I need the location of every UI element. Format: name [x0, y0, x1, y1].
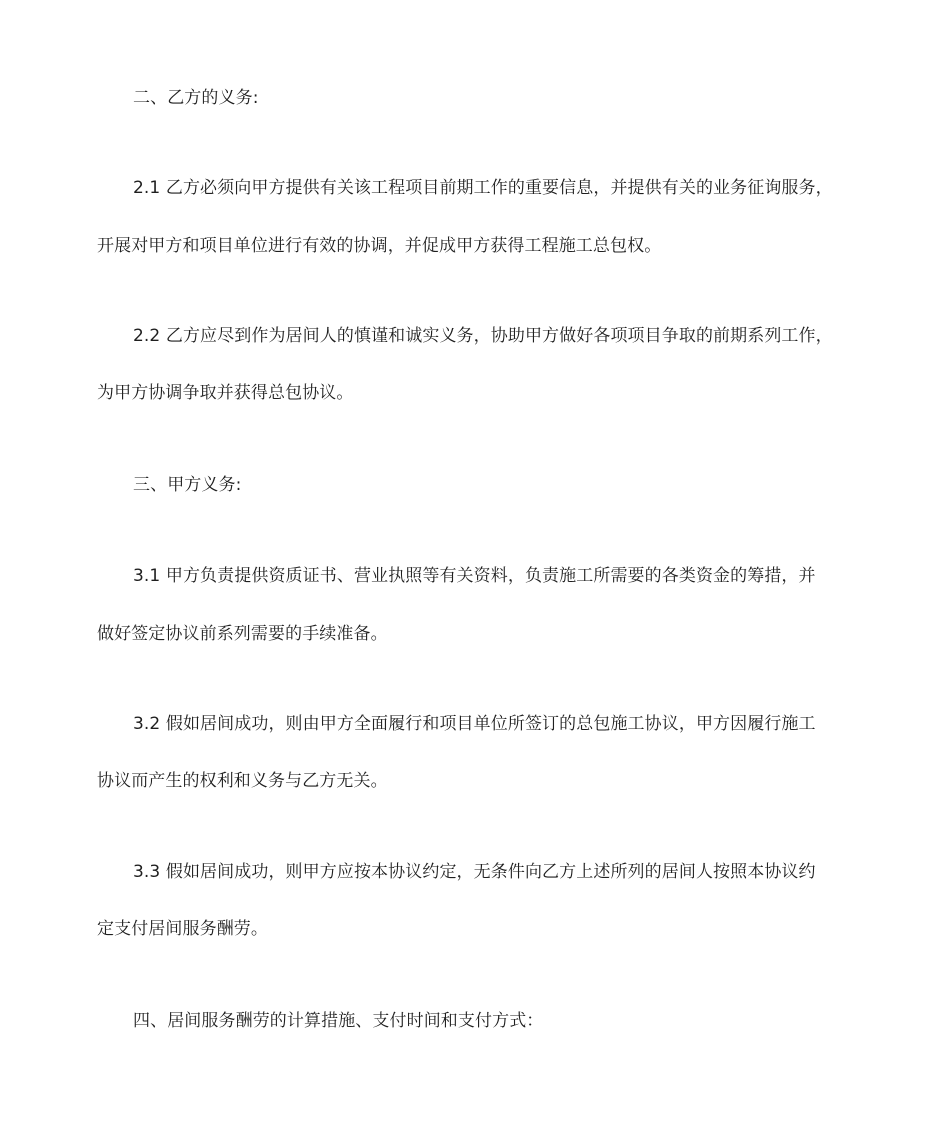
section-3-heading: 三、甲方义务: — [133, 475, 242, 495]
clause-2-2-line-1: 2.2 乙方应尽到作为居间人的慎谨和诚实义务，协助甲方做好各项项目争取的前期系列工作， — [133, 326, 833, 346]
clause-3-2-line-1: 3.2 假如居间成功，则由甲方全面履行和项目单位所签订的总包施工协议，甲方因履行施工 — [133, 714, 816, 734]
clause-3-2-line-2: 协议而产生的权利和义务与乙方无关。 — [97, 771, 388, 791]
clause-3-3-line-1: 3.3 假如居间成功，则甲方应按本协议约定，无条件向乙方上述所列的居间人按照本协议约 — [133, 862, 816, 882]
section-4-heading: 四、居间服务酬劳的计算措施、支付时间和支付方式： — [133, 1011, 544, 1031]
clause-2-2-line-2: 为甲方协调争取并获得总包协议。 — [97, 383, 354, 403]
clause-2-1-line-2: 开展对甲方和项目单位进行有效的协调，并促成甲方获得工程施工总包权。 — [97, 236, 662, 256]
clause-3-3-line-2: 定支付居间服务酬劳。 — [97, 919, 268, 939]
clause-3-1-line-2: 做好签定协议前系列需要的手续准备。 — [97, 624, 388, 644]
section-2-heading: 二、乙方的义务: — [133, 88, 259, 108]
clause-2-1-line-1: 2.1 乙方必须向甲方提供有关该工程项目前期工作的重要信息，并提供有关的业务征询服务， — [133, 178, 833, 198]
clause-3-1-line-1: 3.1 甲方负责提供资质证书、营业执照等有关资料，负责施工所需要的各类资金的筹措，并 — [133, 566, 816, 586]
